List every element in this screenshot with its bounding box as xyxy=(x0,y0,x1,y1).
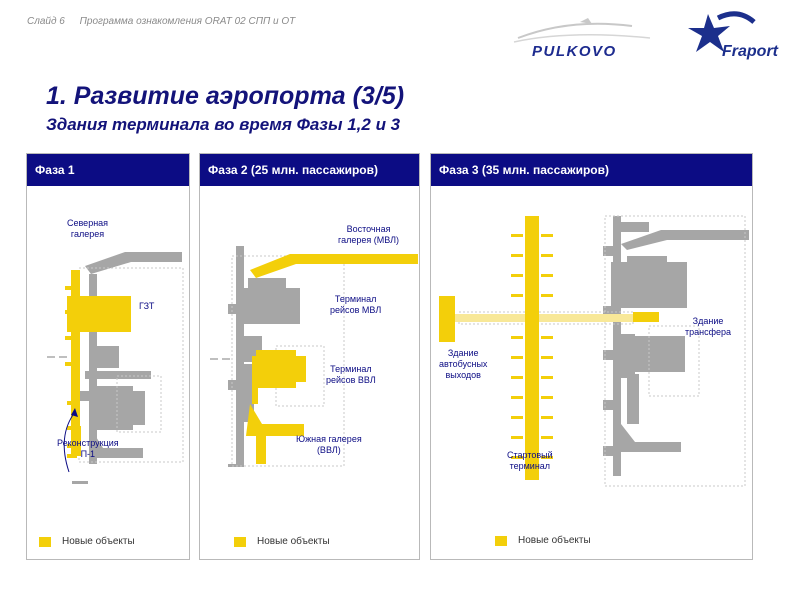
label-gzt: ГЗТ xyxy=(139,301,155,311)
pulkovo-logo xyxy=(510,16,660,66)
label-start-terminal: Стартовый терминал xyxy=(507,450,553,471)
legend-new-objects-phase-1: Новые объекты xyxy=(39,536,135,547)
label-bus-gates-building: Здание автобусных выходов xyxy=(439,348,488,380)
label-transfer-building: Здание трансфера xyxy=(685,316,732,337)
slide-header-note xyxy=(27,16,295,27)
legend-swatch xyxy=(39,537,51,547)
program-name: Программа ознакомления ORAT 02 СПП и ОТ xyxy=(79,16,296,27)
label-east-gallery: Восточная галерея (МВЛ) xyxy=(338,224,400,245)
legend-new-objects-phase-2: Новые объекты xyxy=(234,536,330,547)
panel-phase-2 xyxy=(199,153,420,560)
legend-swatch xyxy=(234,537,246,547)
slide-number: Слайд 6 xyxy=(27,16,65,27)
panel-phase-3 xyxy=(430,153,753,560)
legend-new-objects-phase-3: Новые объекты xyxy=(495,535,591,546)
panel-phase-1 xyxy=(26,153,190,560)
label-reconstruction-p1: Реконструкция П-1 xyxy=(57,438,119,459)
fraport-logo-text: Fraport xyxy=(722,43,778,60)
pulkovo-logo-text: PULKOVO xyxy=(532,43,617,60)
label-terminal-mvl: Терминал рейсов МВЛ xyxy=(330,294,382,315)
fraport-logo xyxy=(678,8,794,64)
panel-phase-3-heading: Фаза 3 (35 млн. пассажиров) xyxy=(431,154,752,186)
page-subtitle: Здания терминала во время Фазы 1,2 и 3 xyxy=(46,115,401,134)
label-terminal-vvl: Терминал рейсов ВВЛ xyxy=(326,364,376,385)
phase-1-plan-diagram xyxy=(27,186,191,560)
label-south-gallery: Южная галерея (ВВЛ) xyxy=(296,434,362,455)
panel-phase-1-heading: Фаза 1 xyxy=(27,154,189,186)
legend-swatch xyxy=(495,536,507,546)
panel-phase-2-heading: Фаза 2 (25 млн. пассажиров) xyxy=(200,154,419,186)
label-north-gallery: Северная галерея xyxy=(67,218,109,239)
page-title: 1. Развитие аэропорта (3/5) xyxy=(46,82,405,110)
